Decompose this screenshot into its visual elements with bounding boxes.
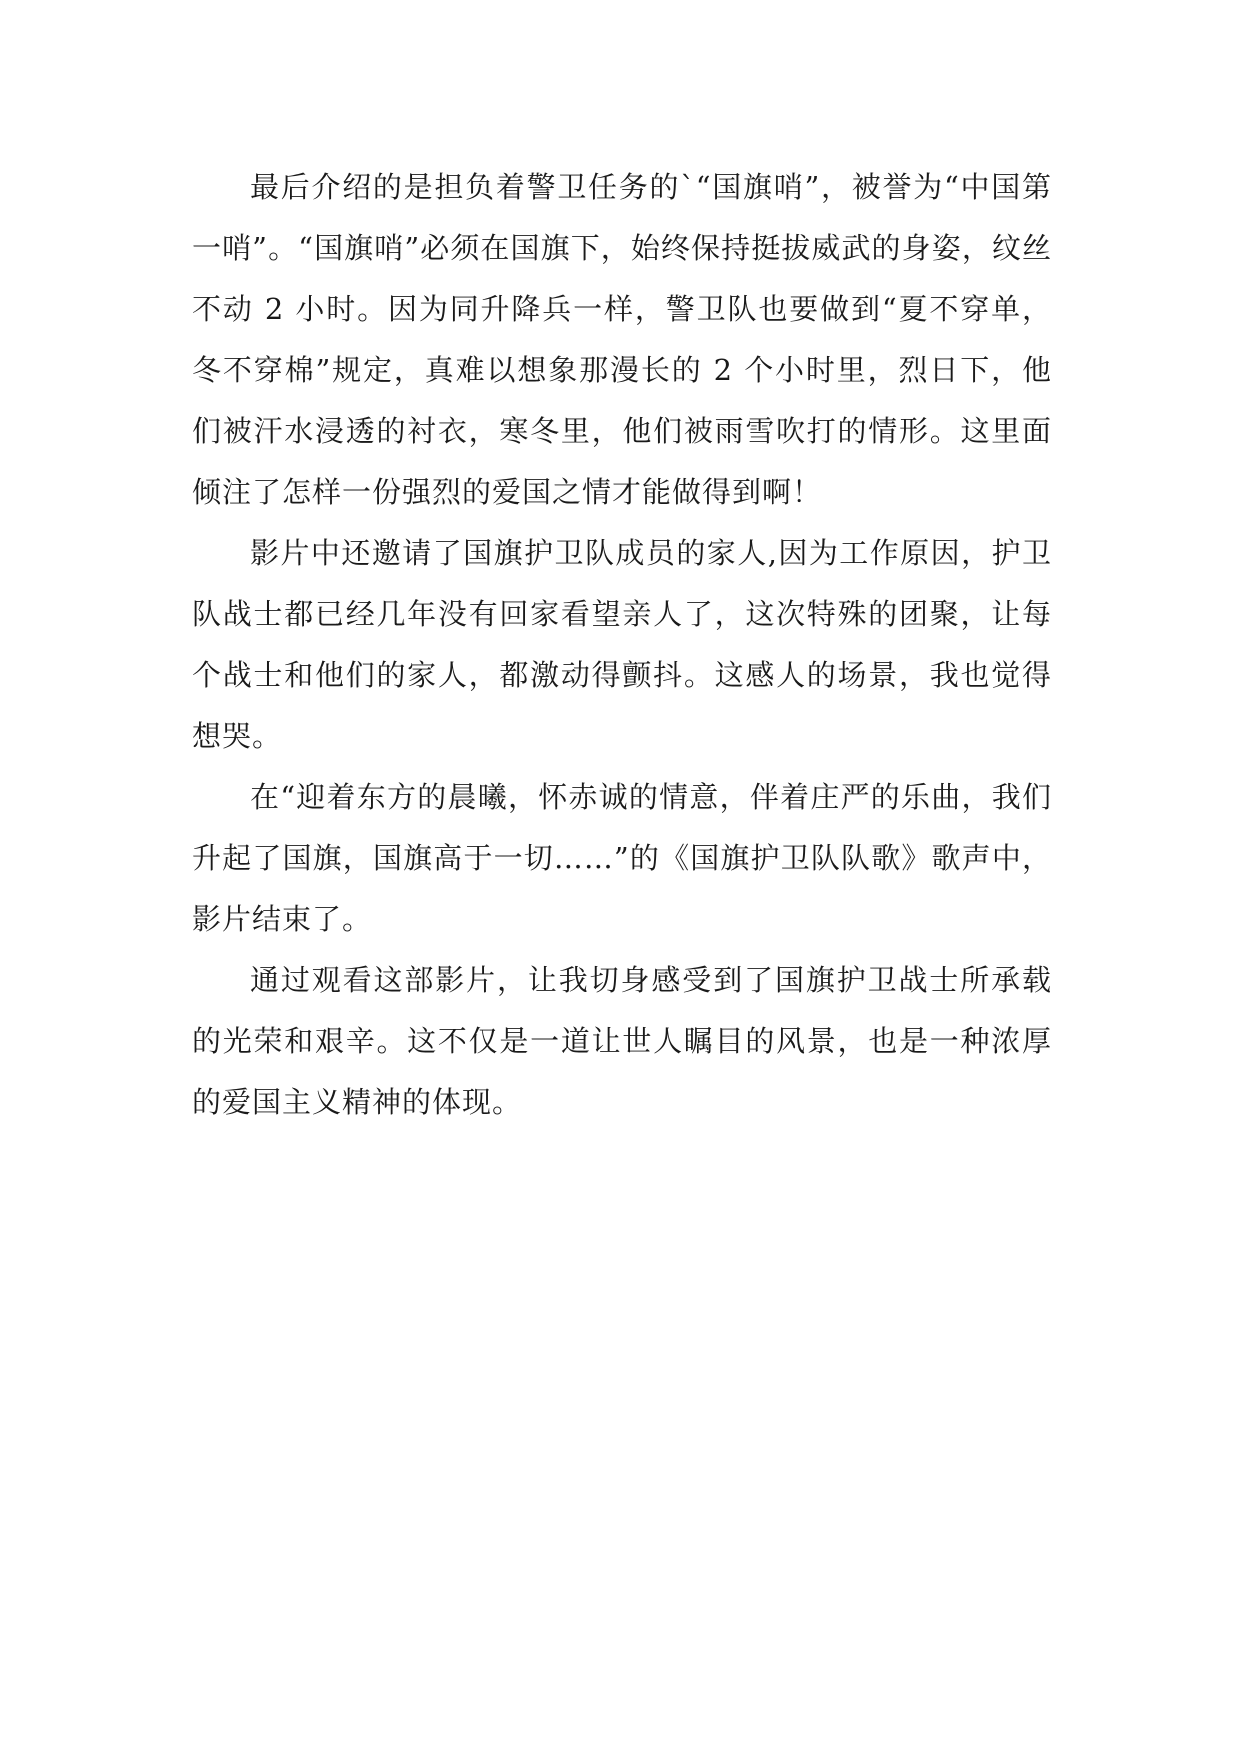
paragraph-family-reunion: 影片中还邀请了国旗护卫队成员的家人,因为工作原因，护卫队战士都已经几年没有回家看望亲人了，这次特殊的团聚，让每个战士和他们的家人，都激动得颤抖。这感人的场景，我也觉得想哭。: [192, 536, 1052, 753]
paragraph-guard-post: 最后介绍的是担负着警卫任务的`“国旗哨”，被誉为“中国第一哨”。“国旗哨”必须在国旗下，始终保持挺拔威武的身姿，纹丝不动 2 小时。因为同升降兵一样，警卫队也要做到“夏不穿单，冬不穿棉”规定，真难以想象那漫长的 2 个小时里，烈日下，他们被汗水浸透的衬衣，寒冬里，他们被雨雪吹打的情形。这里面倾注了怎样一份强烈的爱国之情才能做得到啊！: [192, 170, 1052, 509]
document-body: [192, 157, 1052, 1133]
paragraph-film-ending: 在“迎着东方的晨曦，怀赤诚的情意，伴着庄严的乐曲，我们升起了国旗，国旗高于一切……”的《国旗护卫队队歌》歌声中，影片结束了。: [192, 780, 1052, 936]
paragraph-conclusion: 通过观看这部影片，让我切身感受到了国旗护卫战士所承载的光荣和艰辛。这不仅是一道让世人瞩目的风景，也是一种浓厚的爱国主义精神的体现。: [192, 963, 1052, 1119]
